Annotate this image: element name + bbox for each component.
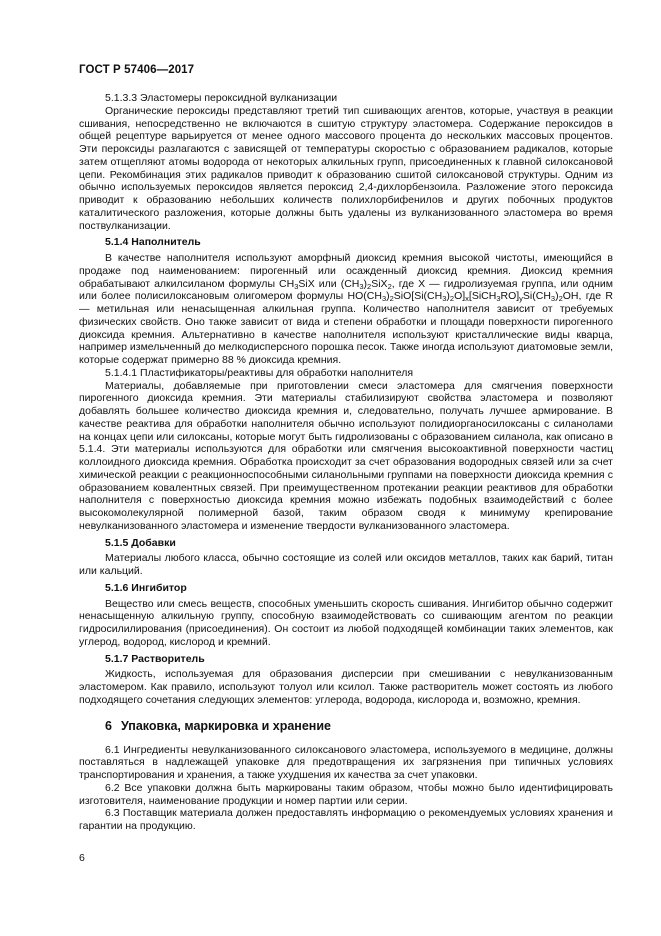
document-header: ГОСТ Р 57406—2017 xyxy=(79,64,195,76)
subsection-title-5-1-3-3: 5.1.3.3 Эластомеры пероксидной вулканизации xyxy=(105,92,338,104)
paragraph-5-1-5: Материалы любого класса, обычно состоящие из солей или оксидов металлов, таких как барий, титан или кальций. xyxy=(79,552,613,577)
section-title-6: 6 Упаковка, маркировка и хранение xyxy=(105,718,331,733)
paragraph-5-1-3-3: Органические пероксиды представляют третий тип сшивающих агентов, которые, участвуя в реакции сшивания, непосредственно не включаются в сшитую структуру эластомера. Содержание пероксидов в общей рецептуре варьируется от менее одного массового процента до нескольких массовых процентов. Эти пероксиды разлагаются с зависящей от температуры скоростью с образованием радикалов, которые затем отщепляют атомы водорода от некоторых алкильных групп, присоединенных к главной силоксановой цепи. Рекомбинация этих радикалов приводит к образованию сшитой силоксановой структуры. Одним из обычно используемых пероксидов является пероксид 2,4-дихлорбензоила. Разложение этого пероксида приводит к образованию небольших количеств полихлорбифенилов и других побочных продуктов каталитического разложения, которые должны быть удалены из вулканизованного эластомера во время поствулканизации. xyxy=(79,104,613,232)
section-title-5-1-4: 5.1.4 Наполнитель xyxy=(105,236,201,249)
paragraph-5-1-7: Жидкость, используемая для образования дисперсии при смешивании с невулканизованным эластомером. Как правило, используют толуол или ксилол. Также растворитель может состоять из любого подходящего сочетания следующих элементов: углерода, водорода, кислорода и, возможно, кремния. xyxy=(79,668,613,706)
document-body xyxy=(79,92,613,833)
paragraph-5-1-4-1: Материалы, добавляемые при приготовлении смеси эластомера для смягчения поверхности пирогенного диоксида кремния. Эти материалы стабилизируют свойства эластомера и позволяют добавлять большее количество диоксида кремния и, следовательно, получать лучшее армирование. В качестве реактива для обработки наполнителя обычно используют полидиорганосилоксаны с силанолами на концах цепи или силоксаны, которые могут быть гидролизованы с образованием силанола, как описано в 5.1.4. Эти материалы используются для обработки или смягчения высокоактивной поверхности частиц коллоидного диоксида кремния. Обработка происходит за счет образования водородных связей или за счет химической реакции с реакционноспособными силанольными группами на поверхности диоксида кремния с образованием ковалентных связей. При преимущественном протекании реакции реактивов для обработки наполнителя с поверхностью диоксида кремния можно избежать подобных взаимодействий с более высокомолекулярной полимерной базой, таким образом сводя к минимуму крепирование невулканизованного эластомера и изменение твердости вулканизованного эластомера. xyxy=(79,379,613,532)
paragraph-5-1-6: Вещество или смесь веществ, способных уменьшить скорость сшивания. Ингибитор обычно содержит ненасыщенную алкильную группу, способную взаимодействовать со сшивающим агентом по реакции гидросилилирования (присоединения). Он состоит из любой подходящей комбинации таких элементов, как углерод, водород, кислород и кремний. xyxy=(79,597,613,648)
paragraph-6-1: 6.1 Ингредиенты невулканизованного силоксанового эластомера, используемого в медицине, должны поставляться в надлежащей упаковке для предотвращения их загрязнения при типичных условиях транспортирования и хранения, а также ухудшения их качества за счет упаковки. xyxy=(79,743,613,781)
paragraph-6-3: 6.3 Поставщик материала должен предоставлять информацию о рекомендуемых условиях хранения и гарантии на продукцию. xyxy=(79,807,613,832)
subsection-title-5-1-4-1: 5.1.4.1 Пластификаторы/реактивы для обработки наполнителя xyxy=(105,366,414,379)
paragraph-5-1-4: В качестве наполнителя используют аморфный диоксид кремния высокой чистоты, имеющийся в продаже под наименованием: пирогенный или осажденный диоксид кремния. Диоксид кремния обрабатывают алкилсиланом формулы $CH_3SiX$ или $(CH_3)_2SiX_2$, где X — гидролизуемая группа, или одним или более полисилоксановым олигомером формулы $HO(CH_3)_2SiO[Si(CH_3)_2O]_x[SiCH_3RO]_ySi(CH_3)_2OH$, где R — метильная или ненасыщенная алкильная группа. Количество наполнителя зависит от требуемых физических свойств. Оно также зависит от вида и степени обработки и площади поверхности пирогенного диоксида кремния. Альтернативно в качестве наполнителя используют кристаллические виды кварца, например измельченный до мелкодисперсного порошка песок. Также иногда используют диатомовые земли, которые содержат примерно 88 % диоксида кремния. xyxy=(79,252,613,366)
section-title-5-1-6: 5.1.6 Ингибитор xyxy=(105,581,187,594)
page-number: 6 xyxy=(79,852,85,864)
paragraph-6-2: 6.2 Все упаковки должна быть маркированы таким образом, чтобы можно было идентифицировать изготовителя, наименование продукции и номер партии или серии. xyxy=(79,781,613,807)
section-title-5-1-5: 5.1.5 Добавки xyxy=(105,536,176,549)
section-title-5-1-7: 5.1.7 Растворитель xyxy=(105,652,205,665)
